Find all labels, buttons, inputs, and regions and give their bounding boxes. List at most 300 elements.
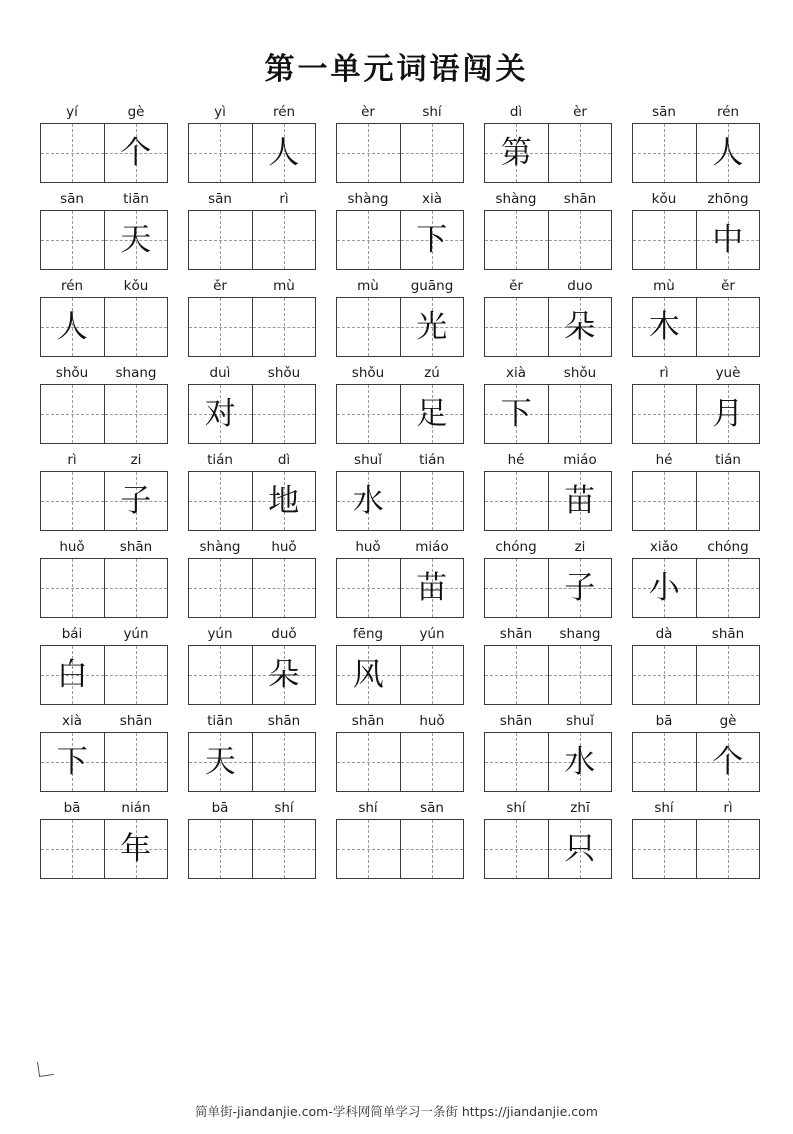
pinyin-row xyxy=(336,537,464,557)
character-boxes xyxy=(632,819,760,879)
word-item xyxy=(336,537,464,618)
pinyin-row xyxy=(336,363,464,383)
pinyin-syllable: rì xyxy=(723,800,733,816)
character-box[interactable] xyxy=(632,384,697,444)
character-glyph: 足 xyxy=(416,395,448,432)
character-boxes xyxy=(484,123,612,183)
pinyin-syllable: gè xyxy=(719,713,737,729)
character-boxes xyxy=(336,123,464,183)
character-box[interactable] xyxy=(484,558,549,618)
character-boxes xyxy=(336,732,464,792)
footer-watermark: 简单街-jiandanjie.com-学科网简单学习一条街 https://jiandanjie.com xyxy=(194,1104,598,1119)
character-box[interactable] xyxy=(253,558,317,618)
word-item xyxy=(188,537,316,618)
pinyin-syllable: shǒu xyxy=(267,365,301,381)
character-glyph: 天 xyxy=(204,743,236,780)
character-box[interactable] xyxy=(105,210,169,270)
pinyin-row xyxy=(336,102,464,122)
character-box[interactable] xyxy=(336,819,401,879)
pinyin-row xyxy=(188,711,316,731)
word-item xyxy=(484,624,612,705)
character-box[interactable] xyxy=(484,645,549,705)
pinyin-syllable: shān xyxy=(499,713,533,729)
character-box[interactable] xyxy=(401,819,465,879)
character-box[interactable] xyxy=(336,297,401,357)
character-box[interactable] xyxy=(40,384,105,444)
word-item xyxy=(632,102,760,183)
word-item xyxy=(40,798,168,879)
pinyin-syllable: shǒu xyxy=(351,365,385,381)
pinyin-syllable: shǒu xyxy=(55,365,89,381)
character-box[interactable] xyxy=(40,645,105,705)
pinyin-row xyxy=(336,450,464,470)
character-glyph: 风 xyxy=(352,656,384,693)
character-box[interactable] xyxy=(336,123,401,183)
character-glyph: 苗 xyxy=(564,482,596,519)
pinyin-syllable: shān xyxy=(499,626,533,642)
pinyin-row xyxy=(632,798,760,818)
character-boxes xyxy=(336,384,464,444)
pinyin-row xyxy=(188,624,316,644)
pinyin-row xyxy=(632,711,760,731)
character-box[interactable] xyxy=(253,645,317,705)
pinyin-syllable: shān xyxy=(267,713,301,729)
character-box[interactable] xyxy=(336,645,401,705)
word-item xyxy=(484,363,612,444)
character-boxes xyxy=(336,558,464,618)
character-glyph: 子 xyxy=(120,482,152,519)
character-box[interactable] xyxy=(632,558,697,618)
character-box[interactable] xyxy=(105,123,169,183)
pinyin-row xyxy=(40,798,168,818)
word-item xyxy=(632,537,760,618)
word-item xyxy=(40,450,168,531)
character-boxes xyxy=(632,210,760,270)
character-box[interactable] xyxy=(105,297,169,357)
character-box[interactable] xyxy=(549,123,613,183)
character-box[interactable] xyxy=(484,471,549,531)
character-boxes xyxy=(188,297,316,357)
pinyin-syllable: huǒ xyxy=(419,713,445,729)
character-box[interactable] xyxy=(632,210,697,270)
character-boxes xyxy=(632,471,760,531)
character-box[interactable] xyxy=(40,558,105,618)
character-box[interactable] xyxy=(632,732,697,792)
pinyin-syllable: shàng xyxy=(347,191,389,207)
pinyin-row xyxy=(40,537,168,557)
pinyin-syllable: tián xyxy=(207,452,233,468)
pinyin-row xyxy=(40,363,168,383)
character-glyph: 人 xyxy=(56,308,88,345)
pinyin-syllable: nián xyxy=(121,800,151,816)
pinyin-syllable: sān xyxy=(420,800,444,816)
pinyin-syllable: duǒ xyxy=(271,626,297,642)
pinyin-row xyxy=(188,537,316,557)
pinyin-syllable: mù xyxy=(357,278,379,294)
pinyin-syllable: huǒ xyxy=(355,539,381,555)
word-item xyxy=(632,276,760,357)
pinyin-row xyxy=(40,711,168,731)
character-box[interactable] xyxy=(401,732,465,792)
character-box[interactable] xyxy=(484,384,549,444)
character-box[interactable] xyxy=(697,558,761,618)
pinyin-row xyxy=(188,189,316,209)
character-boxes xyxy=(40,123,168,183)
word-item xyxy=(336,363,464,444)
pinyin-syllable: tiān xyxy=(123,191,149,207)
pinyin-syllable: guāng xyxy=(410,278,454,294)
character-box[interactable] xyxy=(632,297,697,357)
pinyin-syllable: rì xyxy=(659,365,669,381)
character-box[interactable] xyxy=(549,384,613,444)
pinyin-syllable: kǒu xyxy=(123,278,149,294)
character-box[interactable] xyxy=(336,210,401,270)
character-boxes xyxy=(484,210,612,270)
character-box[interactable] xyxy=(105,732,169,792)
pinyin-syllable: hé xyxy=(655,452,673,468)
pinyin-row xyxy=(484,624,612,644)
word-item xyxy=(484,537,612,618)
pinyin-syllable: yún xyxy=(207,626,233,642)
character-box[interactable] xyxy=(401,384,465,444)
character-box[interactable] xyxy=(632,645,697,705)
character-glyph: 只 xyxy=(564,830,596,867)
pinyin-row xyxy=(632,363,760,383)
word-item xyxy=(484,450,612,531)
pinyin-row xyxy=(336,624,464,644)
character-glyph: 水 xyxy=(564,743,596,780)
word-grid xyxy=(0,102,793,881)
pinyin-row xyxy=(484,450,612,470)
character-box[interactable] xyxy=(697,732,761,792)
character-boxes xyxy=(336,819,464,879)
pinyin-syllable: shān xyxy=(119,539,153,555)
character-boxes xyxy=(188,819,316,879)
character-box[interactable] xyxy=(336,384,401,444)
character-box[interactable] xyxy=(253,297,317,357)
character-box[interactable] xyxy=(105,645,169,705)
word-item xyxy=(336,189,464,270)
pinyin-syllable: shuǐ xyxy=(566,713,594,729)
word-item xyxy=(484,276,612,357)
character-boxes xyxy=(336,471,464,531)
character-glyph: 光 xyxy=(416,308,448,345)
character-box[interactable] xyxy=(40,819,105,879)
character-boxes xyxy=(188,645,316,705)
pinyin-syllable: shān xyxy=(711,626,745,642)
character-boxes xyxy=(632,384,760,444)
character-glyph: 小 xyxy=(648,569,680,606)
word-item xyxy=(188,624,316,705)
character-boxes xyxy=(484,384,612,444)
pinyin-row xyxy=(188,450,316,470)
pinyin-row xyxy=(336,711,464,731)
pinyin-syllable: fēng xyxy=(352,626,384,642)
character-box[interactable] xyxy=(336,732,401,792)
worksheet-page xyxy=(0,44,793,1134)
pinyin-syllable: shí xyxy=(506,800,526,816)
pinyin-row xyxy=(484,189,612,209)
character-glyph: 白 xyxy=(56,656,88,693)
character-boxes xyxy=(632,732,760,792)
word-item xyxy=(336,798,464,879)
word-item xyxy=(188,798,316,879)
pinyin-syllable: xiǎo xyxy=(649,539,679,555)
character-glyph: 木 xyxy=(648,308,680,345)
pinyin-syllable: sān xyxy=(208,191,232,207)
word-item xyxy=(632,624,760,705)
character-box[interactable] xyxy=(188,297,253,357)
pinyin-row xyxy=(336,276,464,296)
character-box[interactable] xyxy=(697,123,761,183)
character-box[interactable] xyxy=(697,297,761,357)
pinyin-syllable: bā xyxy=(63,800,81,816)
character-box[interactable] xyxy=(549,819,613,879)
character-glyph: 人 xyxy=(268,134,300,171)
character-glyph: 年 xyxy=(120,830,152,867)
character-box[interactable] xyxy=(401,471,465,531)
word-item xyxy=(40,102,168,183)
character-glyph: 水 xyxy=(352,482,384,519)
character-box[interactable] xyxy=(188,732,253,792)
pinyin-syllable: zhōng xyxy=(707,191,749,207)
character-boxes xyxy=(632,123,760,183)
pinyin-row xyxy=(484,276,612,296)
pinyin-syllable: chóng xyxy=(707,539,749,555)
pinyin-row xyxy=(188,363,316,383)
pencil-mark xyxy=(37,1060,54,1077)
pinyin-syllable: xià xyxy=(421,191,442,207)
character-box[interactable] xyxy=(697,645,761,705)
word-item xyxy=(40,189,168,270)
character-boxes xyxy=(632,297,760,357)
pinyin-syllable: huǒ xyxy=(271,539,297,555)
pinyin-syllable: zú xyxy=(424,365,440,381)
character-box[interactable] xyxy=(549,471,613,531)
character-box[interactable] xyxy=(484,819,549,879)
character-glyph: 下 xyxy=(416,221,448,258)
character-box[interactable] xyxy=(484,123,549,183)
character-box[interactable] xyxy=(253,123,317,183)
character-glyph: 个 xyxy=(712,743,744,780)
character-box[interactable] xyxy=(105,384,169,444)
pinyin-syllable: yún xyxy=(419,626,445,642)
character-boxes xyxy=(188,558,316,618)
pinyin-syllable: rì xyxy=(67,452,77,468)
character-box[interactable] xyxy=(40,210,105,270)
character-box[interactable] xyxy=(188,471,253,531)
character-box[interactable] xyxy=(40,471,105,531)
pinyin-syllable: miáo xyxy=(563,452,597,468)
pinyin-syllable: dì xyxy=(277,452,291,468)
character-boxes xyxy=(632,558,760,618)
pinyin-syllable: sān xyxy=(60,191,84,207)
pinyin-syllable: xià xyxy=(505,365,526,381)
pinyin-syllable: huǒ xyxy=(59,539,85,555)
pinyin-syllable: xià xyxy=(61,713,82,729)
character-boxes xyxy=(484,819,612,879)
word-item xyxy=(632,363,760,444)
pinyin-syllable: èr xyxy=(361,104,375,120)
word-item xyxy=(188,363,316,444)
character-boxes xyxy=(484,471,612,531)
pinyin-row xyxy=(484,102,612,122)
character-box[interactable] xyxy=(188,558,253,618)
character-box[interactable] xyxy=(105,819,169,879)
pinyin-syllable: shuǐ xyxy=(354,452,382,468)
pinyin-syllable: yún xyxy=(123,626,149,642)
pinyin-syllable: èr xyxy=(573,104,587,120)
character-box[interactable] xyxy=(336,471,401,531)
character-box[interactable] xyxy=(401,297,465,357)
pinyin-syllable: bā xyxy=(211,800,229,816)
pinyin-syllable: ěr xyxy=(721,278,735,294)
character-glyph: 人 xyxy=(712,134,744,171)
character-box[interactable] xyxy=(484,732,549,792)
character-box[interactable] xyxy=(697,384,761,444)
word-item xyxy=(336,102,464,183)
pinyin-syllable: sān xyxy=(652,104,676,120)
pinyin-row xyxy=(40,189,168,209)
character-box[interactable] xyxy=(188,645,253,705)
character-boxes xyxy=(484,297,612,357)
word-item xyxy=(336,624,464,705)
word-item xyxy=(632,450,760,531)
pinyin-row xyxy=(632,450,760,470)
character-box[interactable] xyxy=(401,123,465,183)
pinyin-syllable: hé xyxy=(507,452,525,468)
character-box[interactable] xyxy=(697,210,761,270)
character-boxes xyxy=(40,819,168,879)
character-boxes xyxy=(632,645,760,705)
pinyin-row xyxy=(40,450,168,470)
pinyin-row xyxy=(40,276,168,296)
character-box[interactable] xyxy=(401,645,465,705)
character-box[interactable] xyxy=(401,558,465,618)
pinyin-syllable: shí xyxy=(422,104,442,120)
character-glyph: 地 xyxy=(268,482,300,519)
pinyin-syllable: ěr xyxy=(509,278,523,294)
character-boxes xyxy=(336,297,464,357)
character-box[interactable] xyxy=(253,210,317,270)
character-box[interactable] xyxy=(484,210,549,270)
character-glyph: 下 xyxy=(500,395,532,432)
character-boxes xyxy=(336,645,464,705)
pinyin-syllable: shí xyxy=(274,800,294,816)
pinyin-syllable: mù xyxy=(653,278,675,294)
word-item xyxy=(188,450,316,531)
pinyin-syllable: bái xyxy=(61,626,83,642)
character-box[interactable] xyxy=(549,210,613,270)
pinyin-row xyxy=(40,624,168,644)
pinyin-syllable: shàng xyxy=(495,191,537,207)
pinyin-syllable: tián xyxy=(419,452,445,468)
word-item xyxy=(632,798,760,879)
word-item xyxy=(188,189,316,270)
pinyin-row xyxy=(632,102,760,122)
pinyin-row xyxy=(336,189,464,209)
character-box[interactable] xyxy=(336,558,401,618)
pinyin-syllable: duo xyxy=(567,278,593,294)
character-box[interactable] xyxy=(105,471,169,531)
character-box[interactable] xyxy=(188,384,253,444)
character-boxes xyxy=(40,210,168,270)
pinyin-syllable: kǒu xyxy=(651,191,677,207)
pinyin-syllable: yí xyxy=(66,104,78,120)
character-boxes xyxy=(40,297,168,357)
pinyin-syllable: ěr xyxy=(213,278,227,294)
pinyin-syllable: shang xyxy=(115,365,157,381)
pinyin-syllable: zi xyxy=(130,452,142,468)
word-item xyxy=(336,711,464,792)
character-box[interactable] xyxy=(40,123,105,183)
character-box[interactable] xyxy=(549,558,613,618)
character-box[interactable] xyxy=(40,732,105,792)
pinyin-syllable: shān xyxy=(119,713,153,729)
character-boxes xyxy=(40,384,168,444)
pinyin-syllable: bā xyxy=(655,713,673,729)
pinyin-syllable: tiān xyxy=(207,713,233,729)
pinyin-syllable: rì xyxy=(279,191,289,207)
pinyin-row xyxy=(632,537,760,557)
character-boxes xyxy=(336,210,464,270)
pinyin-syllable: yì xyxy=(214,104,226,120)
character-box[interactable] xyxy=(401,210,465,270)
character-box[interactable] xyxy=(632,471,697,531)
character-box[interactable] xyxy=(253,819,317,879)
character-box[interactable] xyxy=(188,210,253,270)
character-box[interactable] xyxy=(484,297,549,357)
character-box[interactable] xyxy=(253,732,317,792)
page-title: 第一单元词语闯关 xyxy=(264,53,529,86)
word-item xyxy=(40,276,168,357)
pinyin-syllable: shí xyxy=(654,800,674,816)
character-glyph: 苗 xyxy=(416,569,448,606)
pinyin-syllable: rén xyxy=(716,104,740,120)
pinyin-syllable: miáo xyxy=(415,539,449,555)
pinyin-syllable: shān xyxy=(563,191,597,207)
character-boxes xyxy=(40,558,168,618)
pinyin-row xyxy=(188,798,316,818)
pinyin-row xyxy=(40,102,168,122)
character-box[interactable] xyxy=(632,123,697,183)
character-boxes xyxy=(40,732,168,792)
pinyin-syllable: dì xyxy=(509,104,523,120)
character-box[interactable] xyxy=(632,819,697,879)
character-box[interactable] xyxy=(549,645,613,705)
character-box[interactable] xyxy=(549,297,613,357)
character-box[interactable] xyxy=(697,819,761,879)
pinyin-row xyxy=(484,798,612,818)
character-box[interactable] xyxy=(105,558,169,618)
character-box[interactable] xyxy=(188,123,253,183)
pinyin-syllable: duì xyxy=(209,365,231,381)
pinyin-row xyxy=(484,363,612,383)
character-box[interactable] xyxy=(549,732,613,792)
character-box[interactable] xyxy=(253,471,317,531)
character-glyph: 对 xyxy=(204,395,236,432)
pinyin-row xyxy=(188,102,316,122)
character-box[interactable] xyxy=(253,384,317,444)
word-item xyxy=(40,537,168,618)
character-box[interactable] xyxy=(40,297,105,357)
pinyin-row xyxy=(484,537,612,557)
character-glyph: 中 xyxy=(712,221,744,258)
character-box[interactable] xyxy=(188,819,253,879)
character-glyph: 朵 xyxy=(564,308,596,345)
character-box[interactable] xyxy=(697,471,761,531)
character-boxes xyxy=(484,558,612,618)
